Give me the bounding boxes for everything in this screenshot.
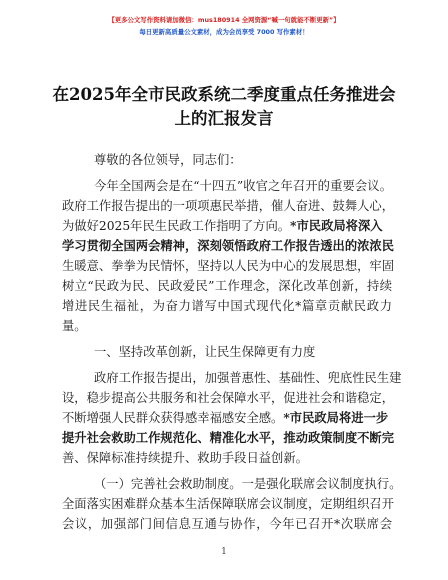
body-line: 政府工作报告提出，加强普惠性、基础性、兜底性民生建 [94, 371, 402, 385]
page-number: 1 [221, 547, 227, 557]
body-line: 会议，加强部门间信息互通与协作，今年已召开*次联席会 [62, 517, 392, 531]
promo-banner-line-2: 每日更新高质量公文素材，成为会员享受 7000 写作素材！ [139, 28, 309, 36]
body-line: 生暖意、拳拳为民情怀，坚持以人民为中心的发展思想，牢固 [62, 259, 395, 273]
body-line [62, 410, 392, 426]
body-line: 提升社会救助工作规范化、精准化水平，推动政策制度不断完 [62, 430, 395, 445]
body-line: 善、保障标准持续提升、救助手段日益创新。 [62, 451, 308, 465]
body-line: 政府工作报告提出的一项项惠民举措，催人奋进、鼓舞人心， [62, 199, 395, 213]
body-line: 树立“民政为民、民政爱民”工作理念，深化改革创新，持续 [62, 279, 392, 293]
body-text: 为做好2025年民生民政工作指明了方向。 [62, 219, 291, 233]
body-line: 今年全国两会是在“十四五”收官之年召开的重要会议。 [94, 179, 392, 193]
body-line: 全面落实困难群众基本生活保障联席会议制度，定期组织召开 [62, 497, 395, 511]
body-line: 增进民生福祉，为奋力谱写中国式现代化*篇章贡献民政力 [62, 299, 392, 313]
body-text: 不断增强人民群众获得感幸福感安全感。 [62, 411, 284, 425]
bold-emphasis: *市民政局将深入 [290, 218, 383, 233]
salutation: 尊敬的各位领导，同志们： [94, 153, 242, 167]
document-title-line-2: 上的汇报发言 [174, 109, 274, 128]
section-heading: 一、坚持改革创新，让民生保障更有力度 [94, 345, 316, 359]
body-line: 量。 [62, 319, 87, 333]
bold-emphasis: *市民政局将进一步 [283, 410, 389, 425]
body-line: 学习贯彻全国两会精神，深刻领悟政府工作报告透出的浓浓民 [62, 238, 395, 253]
document-title-line-1: 在2025年全市民政系统二季度重点任务推进会 [52, 85, 396, 104]
subsection-heading: （一）完善社会救助制度。一是强化联席会议制度执行。 [94, 477, 402, 491]
body-line: 设，稳步提高公共服务和社会保障水平，促进社会和谐稳定， [62, 391, 395, 405]
body-line [62, 218, 392, 234]
promo-banner-line-1: 【更多公文写作资料请加微信：mus180914 全网资源“喊一句就能不断更新”】 [108, 16, 340, 24]
